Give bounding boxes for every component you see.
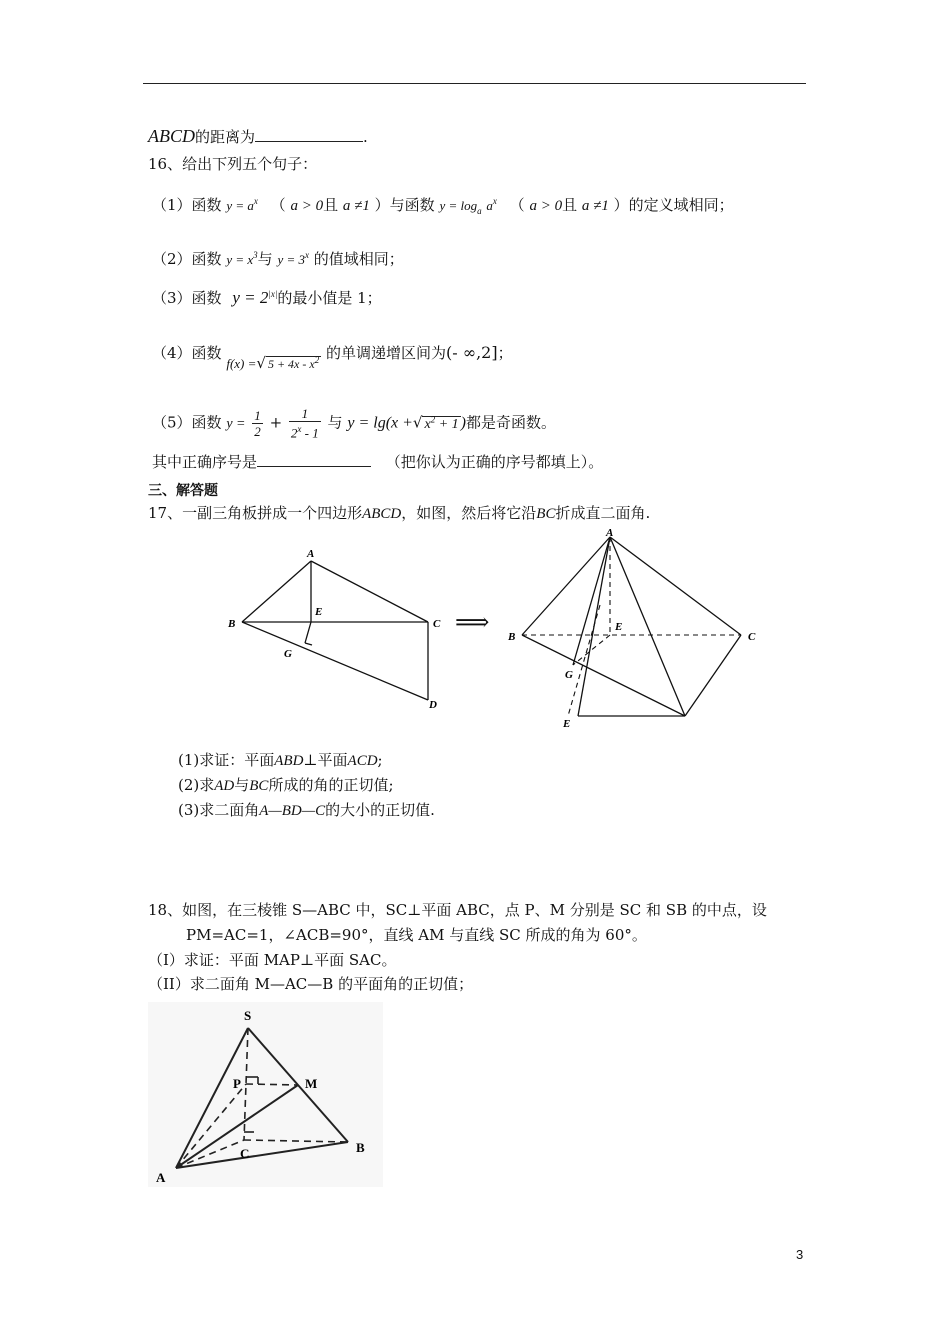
- header-rule: [143, 83, 806, 84]
- fig3-label-m: M: [305, 1076, 318, 1091]
- fig1-label-d: D: [429, 699, 437, 711]
- q16-statement-3: （3）函数 $y = 2^{|x|}$的最小值是 1；: [152, 288, 382, 307]
- q16-footer: 其中正确序号是 （把你认为正确的序号都填上）。: [152, 453, 604, 471]
- q18-line-2: PM=AC=1，∠ACB=90°，直线 AM 与直线 SC 所成的角为 60°。: [186, 926, 647, 944]
- q17-figure-folded: [505, 525, 765, 730]
- q17-part-2: (2)求AD与BC所成的角的正切值;: [178, 776, 394, 794]
- q17-part-3: (3)求二面角A—BD—C的大小的正切值.: [178, 801, 435, 819]
- fig2-label-a: A: [606, 527, 614, 539]
- q18-part-1: （I）求证：平面 MAP⊥平面 SAC。: [148, 951, 397, 969]
- page-number: 3: [796, 1247, 804, 1262]
- fig3-label-s: S: [244, 1008, 252, 1023]
- fig3-label-p: P: [233, 1076, 241, 1091]
- q16-statement-2: （2）函数 $y = x^3$与 $y = 3^x$ 的值域相同；: [152, 250, 404, 268]
- q16-statement-5: （5）函数 y = $\frac{1}{2}$ + $\frac{1}{2^x - 1}$ 与 y = lg(x +√ $x^2 + 1$ )都是奇函数。: [152, 406, 556, 441]
- q16-statement-1: （1）函数 $y = a^x$ （ a > 0且 a ≠1 ）与函数 $y = \log_a a^x$ （ a > 0且 a ≠1 ）的定义域相同；: [152, 196, 734, 216]
- q18-line-1: 18、如图，在三棱锥 S—ABC 中，SC⊥平面 ABC，点 P、M 分别是 SC 和 SB 的中点，设: [148, 901, 767, 919]
- q15-tail: ABCD的距离为 .: [148, 126, 368, 146]
- fig2-label-c: C: [748, 631, 756, 643]
- fig1-label-e: E: [315, 606, 323, 618]
- fig1-label-b: B: [228, 618, 236, 630]
- fig2-label-e2: E: [563, 718, 571, 730]
- q16-statement-4: （4）函数 f(x) =√ $5 + 4x - x^2$ 的单调递增区间为(- ∞,2]；: [152, 343, 513, 372]
- q15-answer-blank[interactable]: [255, 141, 363, 142]
- fig1-label-c: C: [433, 618, 441, 630]
- fold-arrow: ⟹: [455, 608, 490, 636]
- fig3-label-c: C: [240, 1146, 250, 1161]
- q17-title: 17、一副三角板拼成一个四边形ABCD，如图，然后将它沿BC折成直二面角.: [148, 504, 651, 522]
- q16-answer-blank[interactable]: [257, 466, 371, 467]
- fig1-label-g: G: [284, 648, 292, 660]
- section-title: 三、解答题: [148, 483, 218, 499]
- fig1-label-a: A: [307, 548, 315, 560]
- q16-title: 16、给出下列五个句子：: [148, 155, 318, 173]
- fig3-label-b: B: [356, 1140, 365, 1155]
- fig2-label-e: E: [615, 621, 623, 633]
- q17-figure-flat: [225, 540, 445, 715]
- fig3-label-a: A: [156, 1170, 166, 1185]
- fig2-label-b: B: [508, 631, 516, 643]
- q17-part-1: (1)求证：平面ABD⊥平面ACD;: [178, 751, 383, 769]
- fig2-label-g: G: [565, 669, 573, 681]
- q18-figure-tetrahedron: [148, 1002, 383, 1187]
- q18-part-2: （II）求二面角 M—AC—B 的平面角的正切值；: [148, 975, 474, 993]
